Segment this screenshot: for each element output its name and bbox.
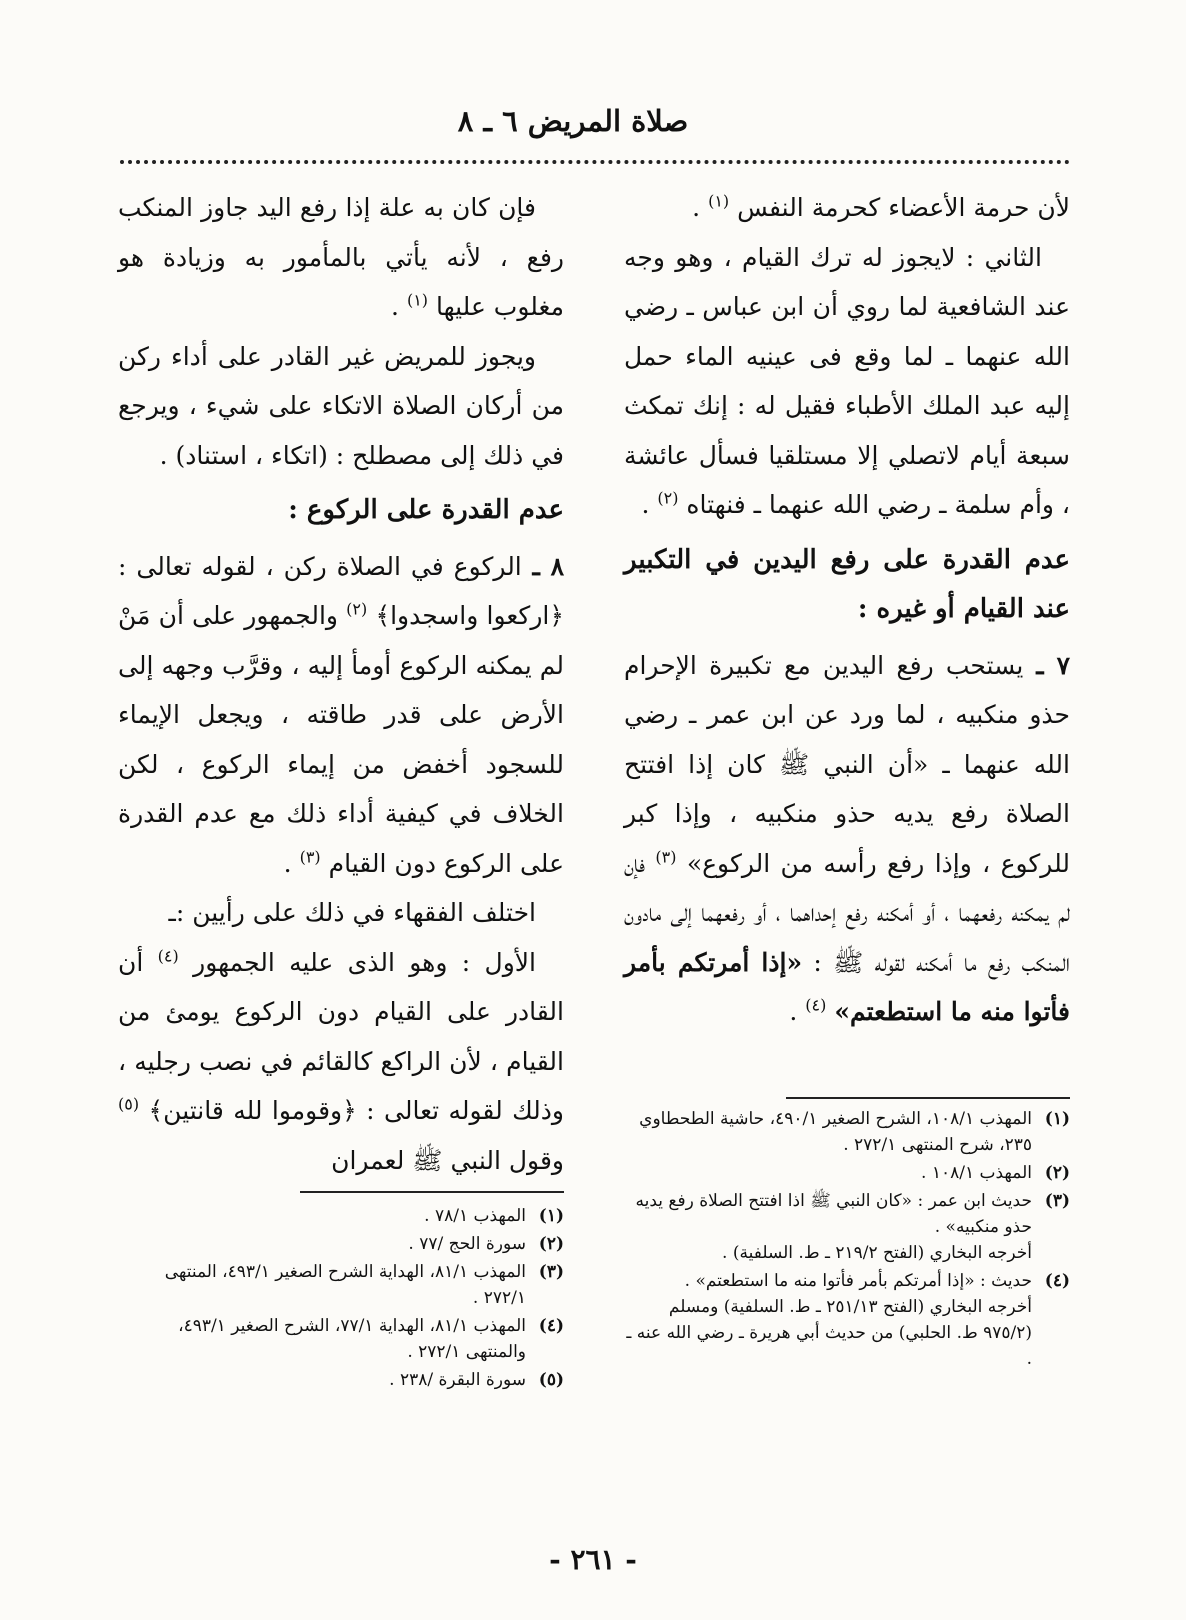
footnote-number: (٣): [1044, 1191, 1070, 1211]
page-number: - ٢٦١ -: [549, 1543, 637, 1576]
header-dotted-rule: [120, 160, 1070, 164]
footnote-text: سورة الحج /٧٧ .: [408, 1234, 526, 1254]
footnote-text: المهذب ١٠٨/١ .: [921, 1163, 1032, 1183]
text-run: .: [641, 490, 658, 519]
footnote-text: المهذب ٨١/١، الهداية الشرح الصغير ٤٩٣/١، المنتهى ٢٧٢/١ .: [164, 1262, 526, 1308]
footnote-item: [624, 1188, 1070, 1266]
footnote-ref[interactable]: (٥): [118, 1094, 140, 1114]
hadith-quote: «إذا أمرتكم بأمر فأتوا منه ما استطعتم»: [624, 947, 1070, 1026]
footnote-text: سورة البقرة /٢٣٨ .: [389, 1370, 526, 1390]
footnote-item: [118, 1203, 564, 1229]
text-run: الثاني : لايجوز له ترك القيام ، وهو وجه عند الشافعية لما روي أن ابن عباس ـ رضي الله عنهما ـ لما وقع فى عينيه الماء حمل إليه عبد الملك الأطباء فقيل له : إنك تمكث سبعة أيام لاتصلي إلا مستلقيا فسأل عائشة ، وأم سلمة ـ رضي الله عنهما ـ فنهتاه: [624, 242, 1070, 519]
footnote-ref[interactable]: (٣): [655, 847, 677, 867]
paragraph: [624, 233, 1070, 530]
footnote-ref[interactable]: (٤): [157, 946, 179, 966]
section-heading: عدم القدرة على الركوع :: [288, 495, 564, 525]
text-run: .: [283, 848, 300, 878]
text-run: لأن حرمة الأعضاء كحرمة النفس: [737, 193, 1070, 222]
text-run: يستحب رفع اليدين مع تكبيرة الإحرام حذو منكبيه ، لما ورد عن ابن عمر ـ رضي الله عنهما ـ «أن النبي ﷺ كان إذا افتتح الصلاة رفع يديه حذو منكبيه ، وإذا كبر للركوع ، وإذا رفع رأسه من الركوع»: [624, 650, 1070, 878]
footnote-separator-right: [786, 1097, 1070, 1099]
footnote-text: حديث : «إذا أمرتكم بأمر فأتوا منه ما استطعتم» .: [684, 1271, 1032, 1291]
footnote-text: حديث ابن عمر : «كان النبي ﷺ اذا افتتح الصلاة رفع يديه حذو منكبيه» .: [635, 1191, 1032, 1237]
footnote-continuation: أخرجه البخاري (الفتح ٢١٩/٢ ـ ط. السلفية) .: [722, 1243, 1032, 1263]
text-run: فإن كان به علة إذا رفع اليد جاوز المنكب رفع ، لأنه يأتي بالمأمور به وزيادة هو مغلوب عليها: [118, 193, 564, 321]
text-run: والجمهور على أن مَنْ لم يمكنه الركوع أومأ إليه ، وقرَّب وجهه إلى الأرض على قدر طاقته ، ويجعل الإيماء للسجود أخفض من إيماء الركوع ، لكن الخلاف في كيفية أداء ذلك مع عدم القدرة على الركوع دون القيام: [118, 601, 564, 878]
text-run: .: [391, 292, 407, 321]
paragraph: [118, 542, 564, 889]
footnote-text: المهذب ٨١/١، الهداية ٧٧/١، الشرح الصغير ٤٩٣/١، والمنتهى ٢٧٢/١ .: [178, 1316, 526, 1362]
footnote-number: (١): [1044, 1109, 1070, 1129]
paragraph: ويجوز للمريض غير القادر على أداء ركن من أركان الصلاة الاتكاء على شيء ، ويرجع في ذلك إلى مصطلح : (اتكاء ، استناد) .: [118, 341, 564, 470]
footnote-item: [118, 1367, 564, 1393]
page-header-title: صلاة المريض ٦ ـ ٨: [457, 104, 689, 138]
footnote-number: (٤): [538, 1316, 564, 1336]
footnote-ref[interactable]: (٢): [657, 488, 679, 508]
footnote-ref[interactable]: (١): [406, 290, 429, 310]
paragraph: [624, 183, 1070, 233]
text-run: الركوع في الصلاة ركن ، لقوله تعالى : ﴿اركعوا واسجدوا﴾: [118, 551, 564, 630]
footnote-item: [624, 1160, 1070, 1186]
footnote-number: (٣): [538, 1262, 564, 1282]
section-number: ٧ ـ: [1023, 650, 1070, 680]
paragraph: اختلف الفقهاء في ذلك على رأيين :ـ: [168, 898, 536, 927]
footnote-item: [624, 1106, 1070, 1158]
footnote-number: (٢): [538, 1234, 564, 1254]
footnote-item: [118, 1259, 564, 1311]
footnote-number: (٤): [1044, 1271, 1070, 1291]
text-run: .: [789, 997, 806, 1026]
text-run: .: [692, 193, 709, 222]
footnote-ref[interactable]: (٢): [346, 599, 368, 619]
text-run: فإن لم يمكنه رفعهما ، أو أمكنه رفع إحداهما ، أو رفعهما إلى مادون المنكب رفع ما أمكنه لقوله ﷺ :: [624, 848, 1070, 977]
footnote-text: المهذب ١٠٨/١، الشرح الصغير ٤٩٠/١، حاشية الطحطاوي ٢٣٥، شرح المنتهى ٢٧٢/١ .: [639, 1109, 1032, 1155]
footnote-text: المهذب ٧٨/١ .: [424, 1206, 526, 1226]
text-run: وقول النبي ﷺ لعمران: [331, 1145, 564, 1175]
text-run: الأول : وهو الذى عليه الجمهور: [193, 947, 536, 977]
footnotes-right: [624, 1106, 1070, 1374]
footnote-number: (٢): [1044, 1163, 1070, 1183]
footnote-ref[interactable]: (١): [708, 191, 730, 211]
paragraph: [118, 183, 564, 332]
footnote-number: (١): [538, 1206, 564, 1226]
left-column: [118, 183, 564, 1185]
footnote-ref[interactable]: (٤): [805, 995, 827, 1015]
section-heading: عدم القدرة على رفع اليدين في التكبير عند القيام أو غيره :: [624, 544, 1070, 624]
footnote-continuation: أخرجه البخاري (الفتح ٢٥١/١٣ ـ ط. السلفية) ومسلم (٩٧٥/٢ ط. الحلبي) من حديث أبي هريرة ـ رضي الله عنه ـ .: [626, 1297, 1032, 1369]
paragraph: [624, 641, 1070, 1037]
footnotes-left: [118, 1203, 564, 1395]
footnote-separator-left: [300, 1191, 564, 1193]
footnote-item: [624, 1268, 1070, 1372]
paragraph: [118, 938, 564, 1186]
footnote-ref[interactable]: (٣): [299, 847, 321, 867]
right-column: [624, 183, 1070, 1037]
footnote-item: [118, 1231, 564, 1257]
text-run: أن القادر على القيام دون الركوع يومئ من القيام ، لأن الراكع كالقائم في نصب رجليه ، وذلك لقوله تعالى : ﴿وقوموا لله قانتين﴾: [118, 947, 565, 1125]
section-number: ٨ ـ: [521, 551, 564, 581]
footnote-number: (٥): [538, 1370, 564, 1390]
footnote-item: [118, 1313, 564, 1365]
